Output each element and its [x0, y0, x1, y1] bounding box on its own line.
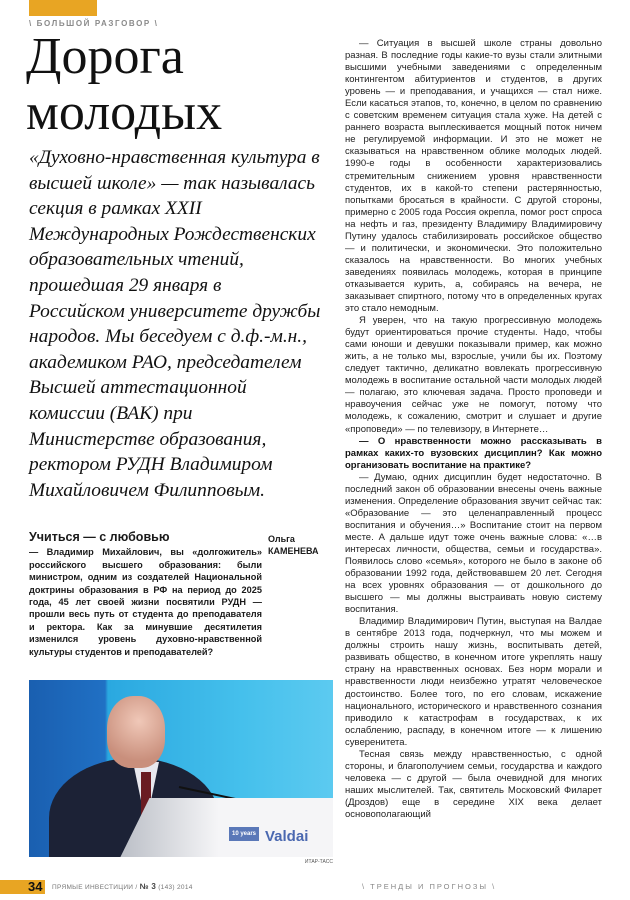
interview-intro	[29, 529, 333, 658]
rubric-label: \ БОЛЬШОЙ РАЗГОВОР \	[29, 19, 159, 28]
body-paragraph: Тесная связь между нравственностью, с одной стороны, и благополучием семьи, государства и каждого человека — с другой — была очевидной для многих наших мыслителей. Так, святитель Московский Филарет (Дроздов) еще в середине XIX века делает основополагающий	[345, 748, 602, 820]
body-paragraph: — Думаю, одних дисциплин будет недостаточно. В последний закон об образовании внесены очень важные изменения. Определение образования звучит сейчас так: «Образование — это целенаправленный процесс воспитания и обучения…» Воспитание стоит на первом месте. А дальше идут тоже очень важные слова: «…в интересах личности, общества, семьи и государства». Появилось слово «семья», которого не было в законе об образовании 1992 года, действовавшем 20 лет. Сегодня на всех уровнях образования — от дошкольного до высшего — мы должны выстраивать новую систему воспитания.	[345, 471, 602, 616]
title-line-1: Дорога	[26, 28, 184, 85]
footer-section: \ ТРЕНДЫ И ПРОГНОЗЫ \	[362, 881, 497, 891]
body-paragraph: — Ситуация в высшей школе страны довольно разная. В последние годы какие-то вузы стали элитными высшими учебными заведениями с определенным контингентом абитуриентов и студентов, в других уровень — и преподавания, и учащихся — стал ниже. Если касаться этапов, то, конечно, в целом по сравнению с советским временем ситуация стала хуже. На детей с раннего возраста выплескивается мощный поток ничем не регулируемой информации. И это не может не сказываться на нравственном облике молодых людей. 1990-е годы в особенности характеризовались стремительным снижением уровня нравственности студентов, их в какой-то степени растерянностью, попытками бросаться в крайности. С другой стороны, примерно с 2005 года Россия окрепла, помог рост спроса на нефть и газ, президенту Владимиру Владимировичу Путину удалось стабилизировать российское общество — и политически, и экономически. Это положительно сказалось на нравственности. Во многих учебных заведениях появилась молодежь, которая в принципе отказывается курить, а, собираясь на вечера, не заказывает спиртного, потому что в определенных кругах это стало немодным.	[345, 38, 602, 315]
photo-head	[107, 696, 165, 768]
question-block	[29, 529, 262, 658]
interview-question: — Владимир Михайлович, вы «долгожитель» российского высшего образования: были министром, одним из создателей Национальной доктрины образования в РФ на период до 2025 года, 45 лет своей жизни посвятили РУДН — прошли весь путь от студента до преподавателя и ректора. Как за минувшие десятилетия изменился уровень духовно-нравственной культуры студентов и преподавателей?	[29, 547, 262, 657]
body-paragraph: Я уверен, что на такую прогрессивную молодежь будут ориентироваться прочие студенты. Надо, чтобы сами юноши и девушки показывали пример, как можно жить, а не только мы, взрослые, учили бы их. Поэтому следует тактично, деликатно вовлекать прогрессивную молодежь в воспитание остальной части молодых людей — полагаю, это ключевая задача. Просто проповеди и нравоучения сейчас уже не помогут, потому что молодежь, к сожалению, смотрит и слушает и другие «проповеди» — по телевизору, в Интернете…	[345, 315, 602, 435]
rubric-accent-tab	[29, 0, 97, 16]
speaker-photo	[29, 680, 333, 857]
photo-credit: ИТАР-ТАСС	[304, 858, 333, 865]
title-line-2: молодых	[26, 84, 223, 141]
article-lead: «Духовно-нравственная культура в высшей школе» — так называлась секция в рамках XXII Международных Рождественских образовательных чтений, прошедшая 29 января в Российском университете дружбы народов. Мы беседуем с д.ф.-м.н., академиком РАО, председателем Высшей аттестационной комиссии (ВАК) при Министерстве образования, ректором РУДН Владимиром Михайловичем Филипповым.	[29, 147, 321, 501]
page-number: 34	[28, 878, 43, 894]
magazine-name: ПРЯМЫЕ ИНВЕСТИЦИИ /	[52, 883, 140, 891]
author-last-name: КАМЕНЕВА	[268, 546, 319, 557]
magazine-issue	[52, 882, 193, 893]
author-first-name: Ольга	[268, 534, 295, 545]
interview-question: — О нравственности можно рассказывать в рамках каких-то вузовских дисциплин? Как можно организовать воспитание на практике?	[345, 435, 602, 471]
issue-details: (143) 2014	[156, 883, 193, 891]
issue-number: № 3	[139, 881, 157, 891]
author-byline	[268, 533, 319, 557]
body-column	[345, 38, 602, 821]
left-column	[26, 0, 333, 866]
right-column	[345, 0, 602, 821]
valdai-logo: Valdai	[265, 827, 309, 845]
section-subtitle: Учиться — с любовью	[29, 530, 170, 545]
article-title	[26, 29, 333, 141]
valdai-badge: 10 years	[229, 827, 259, 841]
page-footer	[0, 878, 630, 900]
body-paragraph: Владимир Владимирович Путин, выступая на Валдае в сентябре 2013 года, подчеркнул, что мы можем и должны строить нашу жизнь, воспитывать детей, развивать общество, в конечном итоге укреплять нашу страну на нравственных основах. Без норм морали и нравственности люди неизбежно утратят человеческое достоинство. Более того, по его словам, искажение национального, исторического и нравственного сознания приводило к катастрофам в государствах, к их ослаблению, распаду, в конечном итоге — к лишению суверенитета.	[345, 616, 602, 748]
